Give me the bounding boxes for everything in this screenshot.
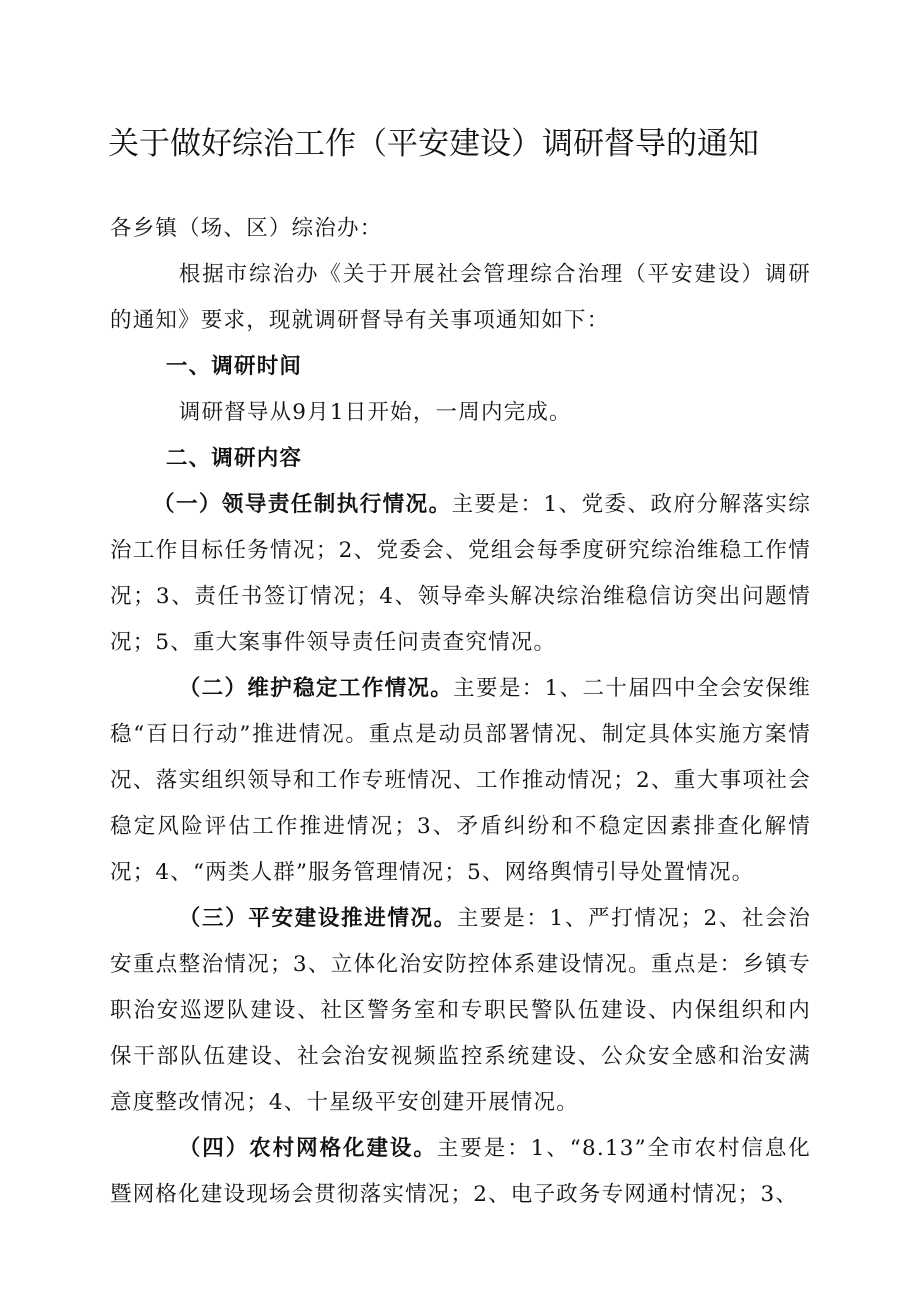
document-body [110, 206, 811, 1218]
content-item-text: 主要是：1、严打情况；2、社会治安重点整治情况；3、立体化治安防控体系建设情况。重点是：乡镇专职治安巡逻队建设、社区警务室和专职民警队伍建设、内保组织和内保干部队伍建设、社会治安视频监控系统建设、公众安全感和治安满意度整改情况；4、十星级平安创建开展情况。 [110, 906, 812, 1115]
section-heading-content: 二、调研内容 [165, 446, 303, 471]
content-item-title: （三）平安建设推进情况。 [178, 906, 457, 931]
section-time-text: 调研督导从9月1日开始，一周内完成。 [178, 400, 572, 425]
content-item-1 [110, 482, 811, 666]
content-item-3 [110, 896, 811, 1126]
content-item-2 [110, 666, 811, 896]
content-item-text: 主要是：1、“8.13”全市农村信息化暨网格化建设现场会贯彻落实情况；2、电子政务专网通村情况；3、 [110, 1136, 811, 1207]
intro-paragraph: 根据市综治办《关于开展社会管理综合治理（平安建设）调研的通知》要求，现就调研督导有关事项通知如下： [110, 262, 811, 333]
document-title: 关于做好综治工作（平安建设）调研督导的通知 [108, 126, 759, 162]
content-item-4 [110, 1126, 811, 1218]
content-item-text: 主要是：1、党委、政府分解落实综治工作目标任务情况；2、党委会、党组会每季度研究综治维稳工作情况；3、责任书签订情况；4、领导牵头解决综治维稳信访突出问题情况；5、重大案事件领导责任问责查究情况。 [110, 492, 811, 655]
salutation: 各乡镇（场、区）综治办： [110, 216, 383, 241]
content-item-title: （二）维护稳定工作情况。 [178, 676, 454, 701]
section-heading-time: 一、调研时间 [165, 354, 303, 379]
content-item-text: 主要是：1、二十届四中全会安保维稳“百日行动”推进情况。重点是动员部署情况、制定具体实施方案情况、落实组织领导和工作专班情况、工作推动情况；2、重大事项社会稳定风险评估工作推进情况；3、矛盾纠纷和不稳定因素排查化解情况；4、“两类人群”服务管理情况；5、网络舆情引导处置情况。 [110, 676, 812, 885]
content-item-title: （四）农村网格化建设。 [178, 1136, 437, 1161]
content-item-title: （一）领导责任制执行情况。 [153, 492, 452, 517]
